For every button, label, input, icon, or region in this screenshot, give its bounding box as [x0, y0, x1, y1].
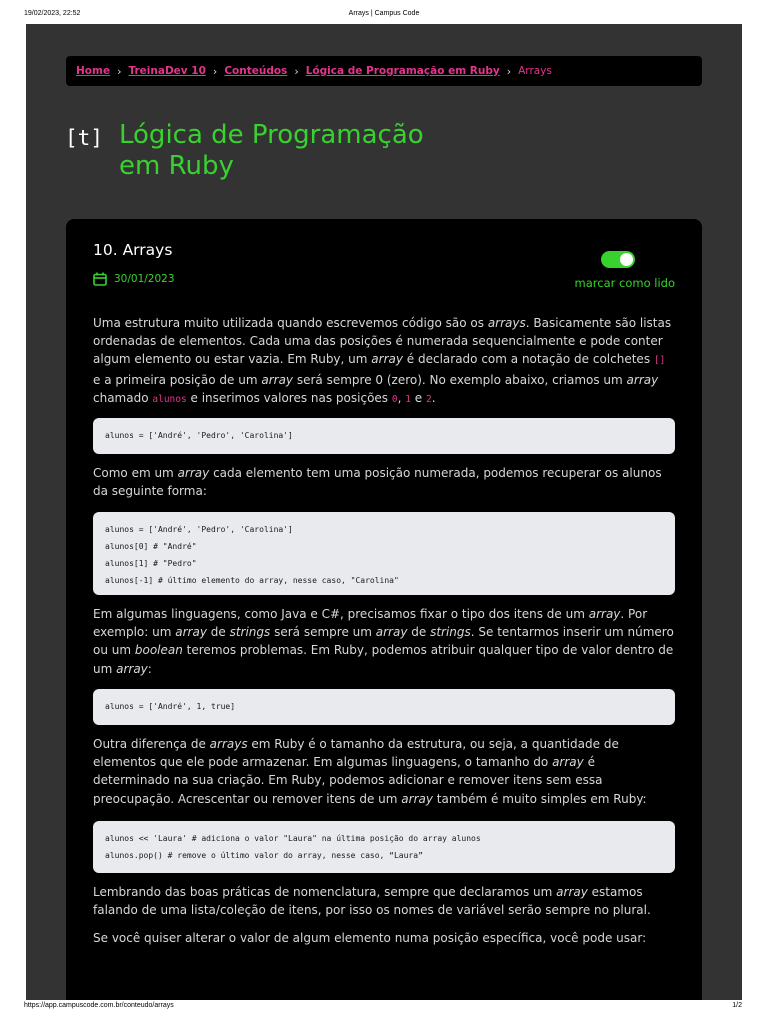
chevron-right-icon: ›: [506, 64, 512, 78]
page: [26, 24, 742, 1000]
code-line: alunos = ['André', 1, true]: [105, 702, 236, 711]
code-line: alunos[1] # "Pedro": [105, 559, 197, 568]
chevron-right-icon: ›: [294, 64, 299, 78]
code-line: alunos.pop() # remove o último valor do array, nesse caso, “Laura”: [105, 851, 423, 860]
breadcrumb-link-course[interactable]: Lógica de Programação em Ruby: [305, 65, 500, 77]
print-title: Arrays | Campus Code: [348, 10, 420, 17]
mark-read-toggle[interactable]: [601, 251, 635, 268]
lesson-content: [93, 314, 675, 948]
breadcrumb-current: Arrays: [518, 65, 552, 77]
paragraph-nomenclatura: Lembrando das boas práticas de nomenclatura, sempre que declaramos um array estamos falando de uma lista/coleção de itens, por isso os nomes de variável serão sempre no plural.: [93, 885, 651, 918]
page-title-line1: Lógica de Programação: [119, 120, 424, 150]
breadcrumb-link-treinadev[interactable]: TreinaDev 10: [128, 65, 206, 77]
lesson-card: [66, 219, 702, 1000]
chevron-right-icon: ›: [117, 64, 122, 78]
page-title-line2: em Ruby: [119, 151, 234, 181]
paragraph-intro: Uma estrutura muito utilizada quando escrevemos código são os arrays. Basicamente são listas ordenadas de elementos. Cada uma das posições é numerada sequencialmente e pode conter algum elemento ou estar vazia. Em Ruby, um array é declarado com a notação de colchetes [] e a primeira posição de um array será sempre 0 (zero). No exemplo abaixo, criamos um array chamado alunos e inserimos valores nas posições 0, 1 e 2.: [93, 316, 672, 405]
page-title: [119, 120, 519, 182]
paragraph-alterar: Se você quiser alterar o valor de algum elemento numa posição específica, você pode usar:: [93, 931, 647, 946]
print-url: https://app.campuscode.com.br/conteudo/arrays: [24, 1002, 174, 1009]
lesson-title: 10. Arrays: [93, 241, 173, 259]
chevron-right-icon: ›: [212, 64, 218, 78]
breadcrumb-link-conteudos[interactable]: Conteúdos: [224, 65, 288, 77]
mark-read-label: marcar como lido: [574, 276, 675, 290]
code-block: [93, 418, 675, 454]
paragraph-tamanho: Outra diferença de arrays em Ruby é o tamanho da estrutura, ou seja, a quantidade de elementos que ele pode armazenar. Em algumas linguagens, o tamanho do array é determinado na sua criação. Em Ruby, podemos adicionar e remover itens sem essa preocupação. Acrescentar ou remover itens de um array também é muito simples em Ruby:: [93, 737, 647, 806]
breadcrumb: [66, 56, 702, 86]
breadcrumb-link-home[interactable]: Home: [76, 65, 111, 77]
code-line: alunos = ['André', 'Pedro', 'Carolina']: [105, 431, 293, 440]
code-block: [93, 512, 675, 595]
calendar-icon: [93, 272, 107, 286]
code-block: [93, 821, 675, 873]
code-line: alunos[-1] # último elemento do array, nesse caso, "Carolina": [105, 576, 399, 585]
code-line: alunos[0] # "André": [105, 542, 197, 551]
print-datetime: 19/02/2023, 22:52: [24, 10, 81, 17]
lesson-date-text: 30/01/2023: [114, 273, 175, 285]
paragraph-recuperar: Como em um array cada elemento tem uma posição numerada, podemos recuperar os alunos da seguinte forma:: [93, 466, 662, 499]
print-footer: [0, 1002, 768, 1014]
print-page-number: 1/2: [732, 1002, 742, 1009]
code-line: alunos = ['André', 'Pedro', 'Carolina']: [105, 525, 293, 534]
code-block: [93, 689, 675, 725]
campus-code-logo: [t]: [65, 126, 103, 150]
code-line: alunos << 'Laura' # adiciona o valor "Laura" na última posição do array alunos: [105, 834, 481, 843]
print-header: [0, 10, 768, 22]
toggle-knob: [620, 253, 633, 266]
lesson-date: [93, 272, 175, 286]
paragraph-tipos: Em algumas linguagens, como Java e C#, precisamos fixar o tipo dos itens de um array. Por exemplo: um array de strings será sempre um array de strings. Se tentarmos inserir um número ou um boolean teremos problemas. Em Ruby, podemos atribuir qualquer tipo de valor dentro de um array:: [93, 607, 674, 676]
